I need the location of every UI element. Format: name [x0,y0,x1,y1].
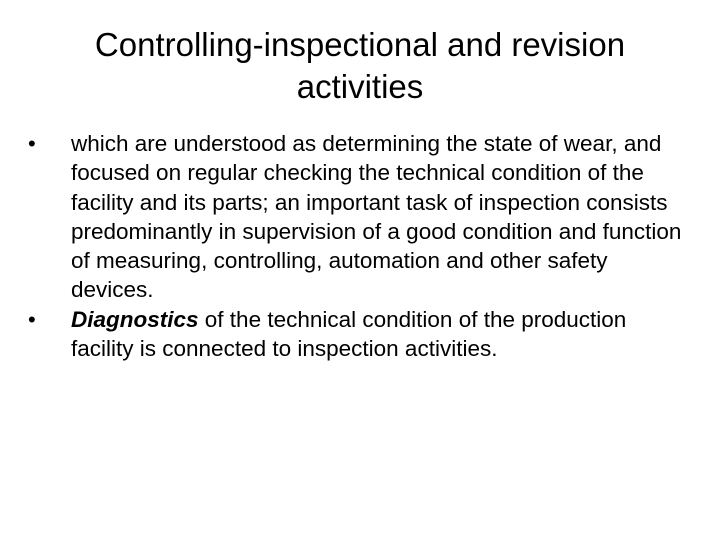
bullet-list [28,129,688,363]
bullet-text: of the technical condition of the production facility is connected to inspection activities. [71,306,627,362]
bullet-marker: • [28,306,36,332]
slide-title-line-1: Controlling-inspectional and revision [94,26,626,63]
bullet-text: which are understood as determining the state of wear, and focused on regular checking the technical condition of the facility and its parts; an important task of inspection consists predominantly in supervision of a good condition and function of measuring, controlling, automation and other safety devices. [71,131,682,303]
bullet-marker: • [28,131,36,156]
bullet-item-inspection [28,129,688,305]
slide-title [36,24,684,108]
diagnostics-emphasis: Diagnostics [71,306,199,332]
slide-title-line-2: activities [296,68,424,105]
bullet-item-diagnostics [28,305,688,364]
